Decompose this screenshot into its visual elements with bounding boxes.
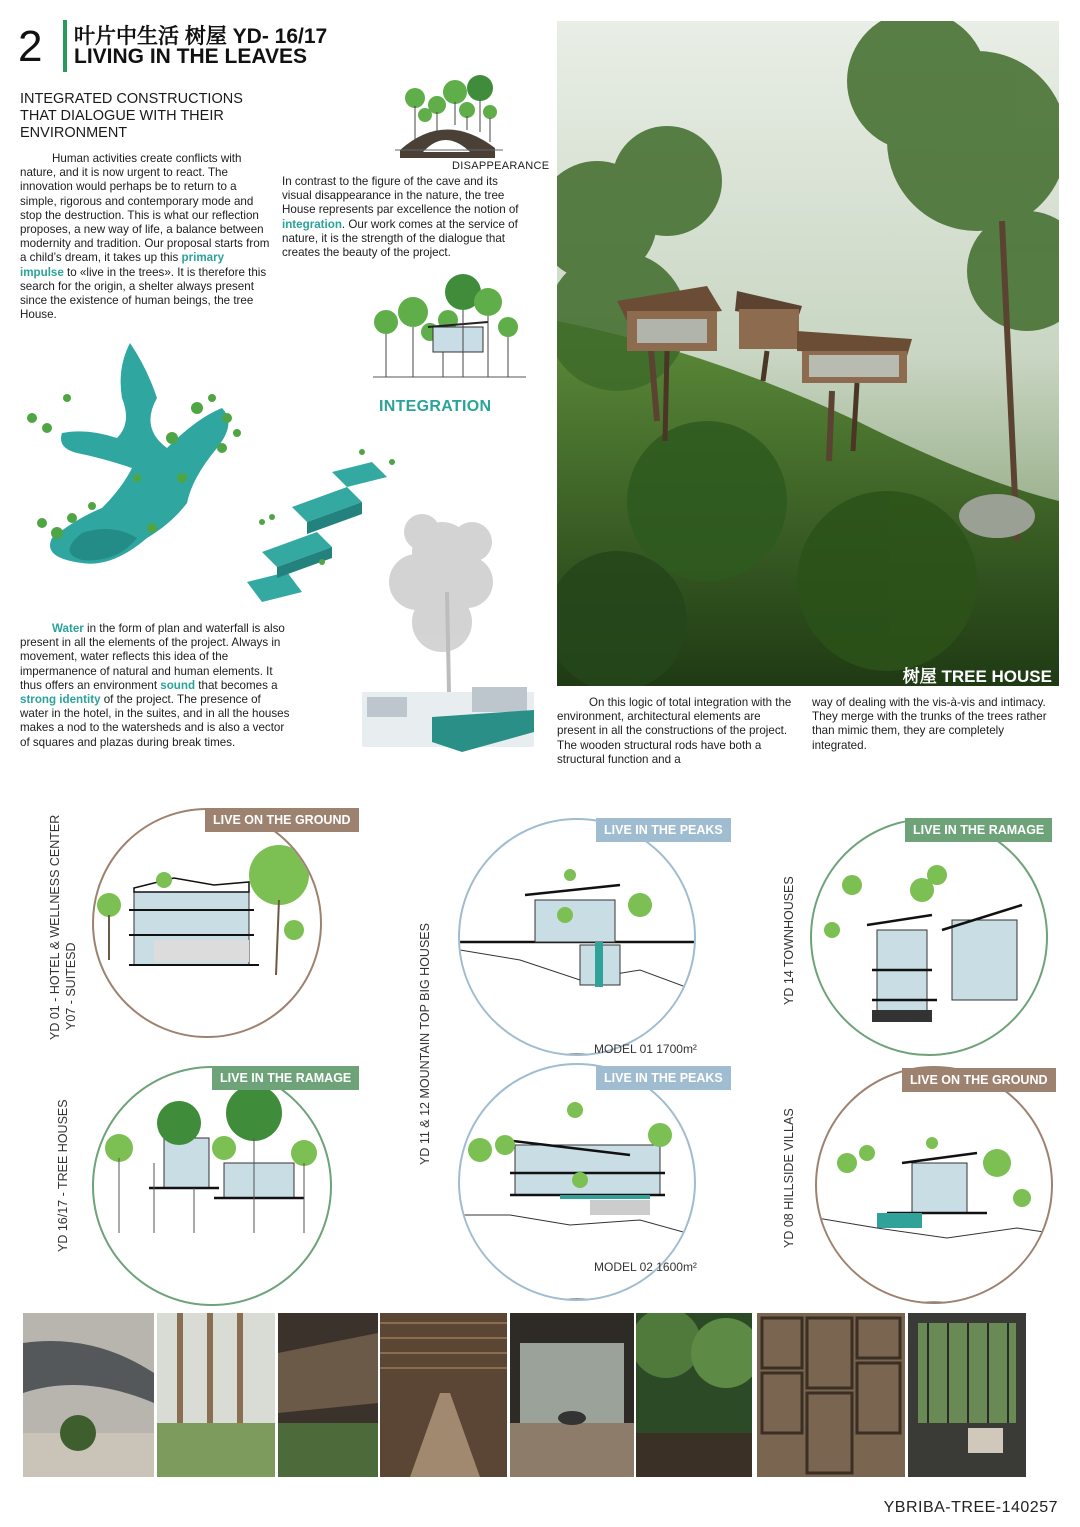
water-plan-map bbox=[22, 338, 252, 578]
tag-live-in-ramage-1: LIVE IN THE RAMAGE bbox=[905, 818, 1052, 842]
disappearance-label: DISAPPEARANCE bbox=[452, 160, 550, 172]
tree-house-render bbox=[557, 21, 1059, 686]
typology-circle-peaks-1 bbox=[458, 818, 696, 1056]
integration-paragraph: In contrast to the figure of the cave and its visual disappearance in the nature, the tree House represents par excellence the notion of integration. Our work comes at the service of nature, it is the strength of the dialogue that creates the beauty of the project. bbox=[282, 175, 519, 260]
photo-dark-interior bbox=[278, 1313, 378, 1477]
typology-circle-hotel bbox=[92, 808, 322, 1038]
integration-label: INTEGRATION bbox=[379, 398, 492, 415]
tag-live-in-ramage-2: LIVE IN THE RAMAGE bbox=[212, 1066, 359, 1090]
label-hotel: YD 01 - HOTEL & WELLNESS CENTER bbox=[48, 814, 62, 1040]
highlight-integration: integration bbox=[282, 217, 342, 231]
highlight-primary-impulse: primary impulse bbox=[20, 251, 225, 279]
label-suites: Y07 - SUITESD bbox=[64, 942, 78, 1030]
typology-circle-hillside bbox=[815, 1066, 1053, 1304]
project-code: YBRIBA-TREE-140257 bbox=[883, 1499, 1058, 1516]
title-accent-bar bbox=[63, 20, 67, 72]
intro-paragraph: Human activities create conflicts with nature, and it is now urgent to react. The innovation would perhaps be to return to a simple, rigorous and contemporary mode and stop the destruction. This is what our reflection proposes, a new way of life, a balance between modernity and tradition. Our proposal starts from a child’s dream, it takes up this primary impulse to «live in the trees». It is therefore this search for the origin, a shelter always present since the existence of human beings, the tree House. bbox=[20, 152, 270, 322]
highlight-sound: sound bbox=[160, 678, 196, 692]
label-treehouses: YD 16/17 - TREE HOUSES bbox=[56, 1099, 70, 1252]
photo-timber-pergola bbox=[380, 1313, 507, 1477]
label-hillside: YD 08 HILLSIDE VILLAS bbox=[782, 1108, 796, 1248]
tree-water-sketch bbox=[362, 492, 534, 764]
logic-paragraph-1: On this logic of total integration with the environment, architectural elements are present in all the constructions of the project. The wooden structural rods have both a structural function and a bbox=[557, 696, 792, 766]
highlight-water: Water bbox=[52, 622, 84, 635]
tree-house-caption: 树屋 TREE HOUSE bbox=[902, 667, 1052, 686]
logic-paragraph-2: way of dealing with the vis-à-vis and intimacy. They merge with the trunks of the trees rather than mimic them, they are completely integrated. bbox=[812, 696, 1047, 752]
tag-live-in-peaks-1: LIVE IN THE PEAKS bbox=[596, 818, 731, 842]
label-townhouses: YD 14 TOWNHOUSES bbox=[782, 876, 796, 1005]
photo-glass-corridor bbox=[157, 1313, 275, 1477]
photo-lounge-view bbox=[908, 1313, 1026, 1477]
photo-wood-screen bbox=[757, 1313, 905, 1477]
photo-open-pavilion bbox=[510, 1313, 634, 1477]
tag-live-on-ground-2: LIVE ON THE GROUND bbox=[902, 1068, 1056, 1092]
title-english: LIVING IN THE LEAVES bbox=[74, 45, 307, 68]
model-02-area: MODEL 02 1600m² bbox=[594, 1260, 697, 1274]
section-number: 2 bbox=[18, 22, 43, 71]
typology-circle-treehouses bbox=[92, 1066, 332, 1306]
intro-heading: INTEGRATED CONSTRUCTIONS THAT DIALOGUE WITH THEIR ENVIRONMENT bbox=[20, 91, 243, 141]
photo-roof-courtyard bbox=[23, 1313, 154, 1477]
disappearance-diagram bbox=[395, 70, 505, 160]
model-01-area: MODEL 01 1700m² bbox=[594, 1042, 697, 1056]
tag-live-in-peaks-2: LIVE IN THE PEAKS bbox=[596, 1066, 731, 1090]
label-mountain-top: YD 11 & 12 MOUNTAIN TOP BIG HOUSES bbox=[418, 923, 432, 1165]
typology-circle-townhouses bbox=[810, 818, 1048, 1056]
highlight-strong-identity: strong identity bbox=[20, 693, 101, 707]
integration-diagram bbox=[368, 272, 528, 384]
tag-live-on-ground-1: LIVE ON THE GROUND bbox=[205, 808, 359, 832]
title-chinese: 叶片中生活 树屋 YD- 16/17 bbox=[74, 25, 328, 48]
photo-forest-walkway bbox=[636, 1313, 752, 1477]
water-paragraph: Water in the form of plan and waterfall is also present in all the elements of the project. Always in movement, water reflects this idea of the impermanence of natural and human elements. It thus offers an environment sound that becomes a strong identity of the project. The presence of water in the hotel, in the suites, and in all the houses makes a nod to the watersheds and is also a vector of squares and plazas during break times. bbox=[20, 622, 290, 749]
